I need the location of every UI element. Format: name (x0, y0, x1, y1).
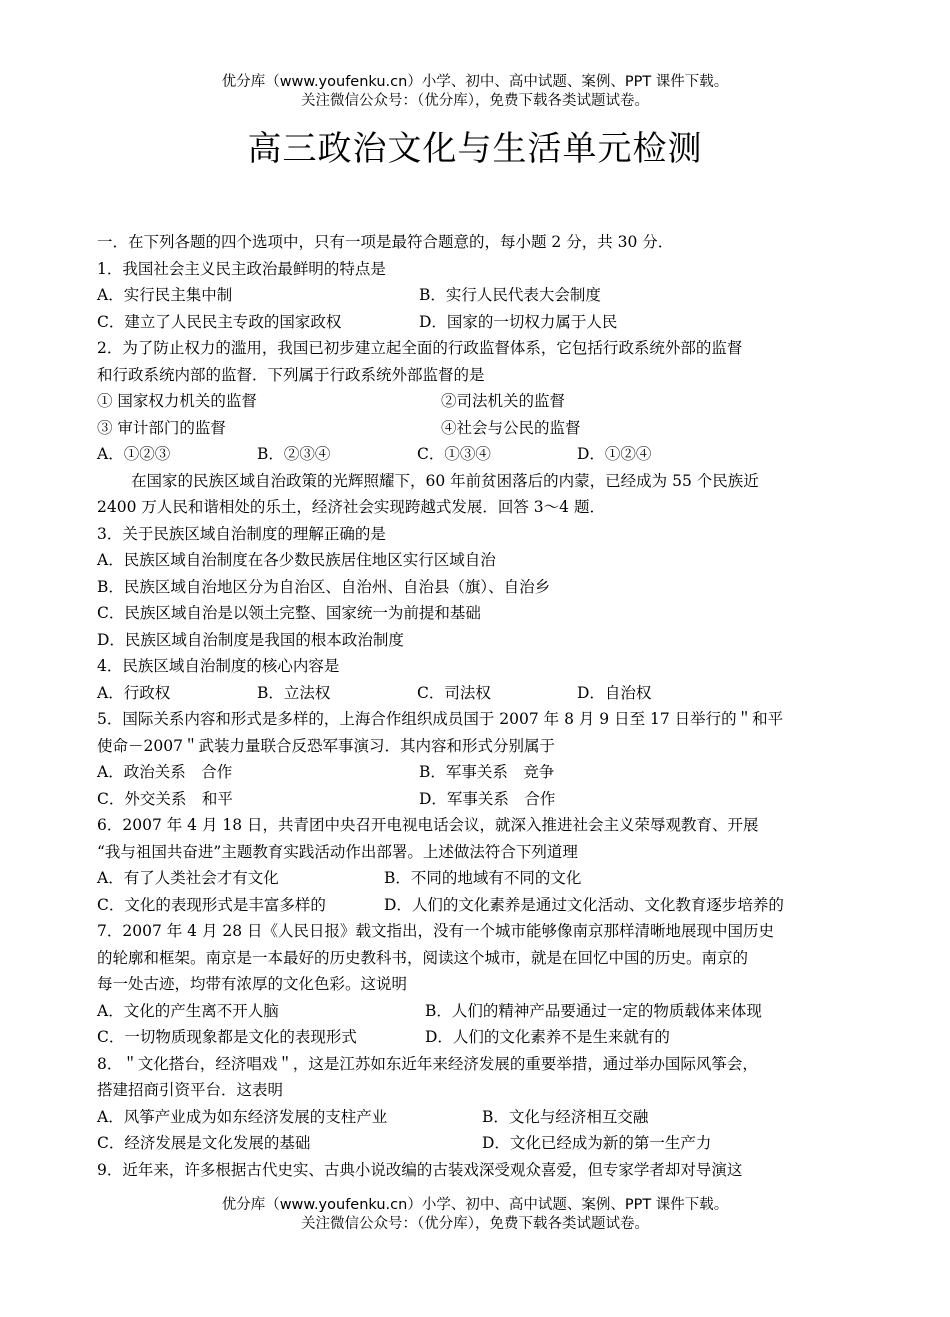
q7-stem-line2: 的轮廓和框架。南京是一本最好的历史教科书，阅读这个城市，就是在回忆中国的历史。南京的 (97, 948, 749, 967)
q5-stem-line2: 使命－2007＂武装力量联合反恐军事演习．其内容和形式分别属于 (97, 736, 555, 755)
q1-option-a: A．实行民主集中制 (97, 286, 233, 304)
q7-stem-line3: 每一处古迹，均带有浓厚的文化色彩。这说明 (97, 975, 408, 993)
footer-line-1: 优分库（www.youfenku.cn）小学、初中、高中试题、案例、PPT 课件下载。 (221, 1197, 729, 1213)
q2-item-1: ① 国家权力机关的监督 (97, 392, 257, 410)
q6-stem-line2: “我与祖国共奋进”主题教育实践活动作出部署。上述做法符合下列道理 (97, 842, 578, 861)
footer-line-2: 关注微信公众号：（优分库），免费下载各类试题试卷。 (301, 1216, 649, 1232)
q2-items-row1 (97, 388, 867, 415)
q6-options-row2 (97, 892, 867, 919)
q2-item-3: ③ 审计部门的监督 (97, 418, 226, 437)
q2-item-2: ②司法机关的监督 (441, 392, 566, 410)
q8-stem-line1: 8．＂文化搭台，经济唱戏＂，这是江苏如东近年来经济发展的重要举措，通过举办国际风筝会， (97, 1054, 758, 1073)
q8-option-d: D．文化已经成为新的第一生产力 (482, 1134, 712, 1152)
q4-option-d: D．自治权 (577, 683, 652, 702)
q4-option-c: C．司法权 (417, 683, 491, 702)
page-footer (0, 1196, 950, 1234)
q5-option-d: D．军事关系 合作 (419, 789, 556, 808)
q7-stem-line1: 7．2007 年 4 月 28 日《人民日报》载文指出，没有一个城市能够像南京那样清晰地展现中国历史 (97, 922, 775, 940)
q4-option-b: B．立法权 (257, 683, 331, 702)
q2-option-c: C．①③④ (417, 445, 491, 463)
q4-option-a: A．行政权 (97, 683, 171, 702)
q3-option-d: D．民族区域自治制度是我国的根本政治制度 (97, 630, 404, 649)
q8-option-b: B．文化与经济相互交融 (482, 1107, 649, 1126)
q8-stem-line2: 搭建招商引资平台．这表明 (97, 1081, 284, 1099)
q4-options (97, 680, 867, 707)
page-header (0, 73, 950, 111)
q1-option-d: D．国家的一切权力属于人民 (419, 312, 618, 331)
q1-stem: 1．我国社会主义民主政治最鲜明的特点是 (97, 259, 386, 278)
q2-option-a: A．①②③ (97, 445, 171, 463)
q8-options-row1 (97, 1104, 867, 1131)
q7-options-row1 (97, 998, 867, 1025)
q1-option-b: B．实行人民代表大会制度 (419, 286, 601, 304)
q6-option-a: A．有了人类社会才有文化 (97, 869, 279, 887)
q6-option-d: D．人们的文化素养是通过文化活动、文化教育逐步培养的 (384, 895, 784, 914)
q2-stem-line2: 和行政系统内部的监督．下列属于行政系统外部监督的是 (97, 365, 485, 384)
q7-option-b: B．人们的精神产品要通过一定的物质载体来体现 (425, 1001, 762, 1020)
q2-options (97, 441, 867, 468)
q6-option-b: B．不同的地域有不同的文化 (384, 869, 582, 887)
q8-options-row2 (97, 1130, 867, 1157)
q5-options-row1 (97, 759, 867, 786)
q8-option-a: A．风筝产业成为如东经济发展的支柱产业 (97, 1107, 388, 1126)
q8-option-c: C．经济发展是文化发展的基础 (97, 1134, 311, 1152)
q3-stem: 3．关于民族区域自治制度的理解正确的是 (97, 524, 386, 543)
q7-option-d: D．人们的文化素养不是生来就有的 (425, 1028, 670, 1046)
q6-stem-line1: 6．2007 年 4 月 18 日，共青团中央召开电视电话会议，就深入推进社会主义荣辱观教育、开展 (97, 816, 759, 834)
q7-option-a: A．文化的产生离不开人脑 (97, 1001, 279, 1020)
q1-options-row1 (97, 282, 867, 309)
q6-options-row1 (97, 865, 867, 892)
q2-option-d: D．①②④ (577, 445, 652, 463)
q3-option-b: B．民族区域自治地区分为自治区、自治州、自治县（旗）、自治乡 (97, 577, 551, 596)
q7-options-row2 (97, 1024, 867, 1051)
q5-option-a: A．政治关系 合作 (97, 763, 233, 781)
q9-stem-line1: 9．近年来，许多根据古代史实、古典小说改编的古装戏深受观众喜爱，但专家学者却对导演这 (97, 1160, 743, 1179)
q2-item-4: ④社会与公民的监督 (441, 418, 581, 437)
q1-option-c: C．建立了人民民主专政的国家政权 (97, 312, 342, 331)
q3-option-c: C．民族区域自治是以领土完整、国家统一为前提和基础 (97, 604, 481, 622)
q7-option-c: C．一切物质现象都是文化的表现形式 (97, 1028, 357, 1046)
q6-option-c: C．文化的表现形式是丰富多样的 (97, 895, 326, 914)
passage-line1: 在国家的民族区域自治政策的光辉照耀下，60 年前贫困落后的内蒙，已经成为 55 个民族近 (131, 471, 759, 490)
q2-option-b: B．②③④ (257, 445, 331, 463)
q2-stem-line1: 2．为了防止权力的滥用，我国已初步建立起全面的行政监督体系，它包括行政系统外部的监督 (97, 339, 743, 357)
q5-option-b: B．军事关系 竞争 (419, 763, 555, 781)
q3-option-a: A．民族区域自治制度在各少数民族居住地区实行区域自治 (97, 551, 496, 569)
document-title: 高三政治文化与生活单元检测 (247, 129, 703, 169)
header-line-2: 关注微信公众号：（优分库），免费下载各类试题试卷。 (301, 93, 649, 109)
q1-options-row2 (97, 309, 867, 336)
q4-stem: 4．民族区域自治制度的核心内容是 (97, 657, 340, 675)
q2-items-row2 (97, 415, 867, 442)
section-intro: 一．在下列各题的四个选项中，只有一项是最符合题意的，每小题 2 分，共 30 分． (97, 233, 674, 251)
passage-line2: 2400 万人民和谐相处的乐土，经济社会实现跨越式发展．回答 3～4 题． (97, 498, 605, 516)
q5-option-c: C．外交关系 和平 (97, 789, 233, 808)
exam-content (97, 229, 867, 1183)
q5-stem-line1: 5．国际关系内容和形式是多样的，上海合作组织成员国于 2007 年 8 月 9 日至 17 日举行的＂和平 (97, 710, 784, 728)
header-line-1: 优分库（www.youfenku.cn）小学、初中、高中试题、案例、PPT 课件下载。 (221, 74, 729, 90)
q5-options-row2 (97, 786, 867, 813)
